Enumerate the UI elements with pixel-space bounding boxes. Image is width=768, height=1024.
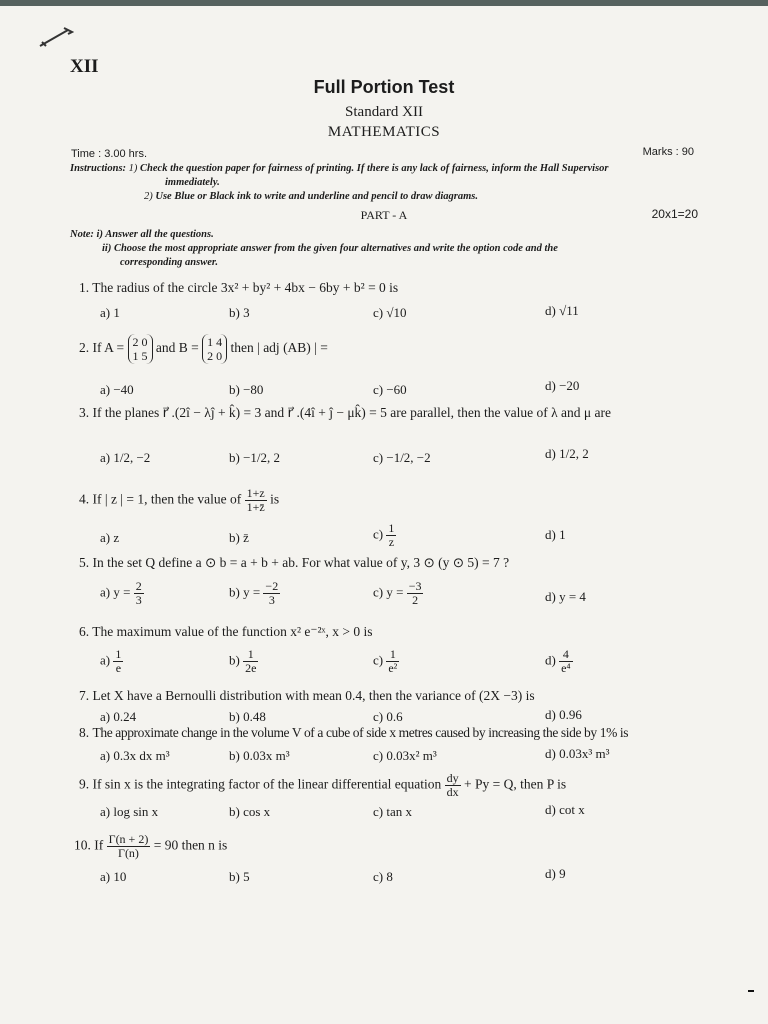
option-c: c) tan x bbox=[373, 804, 412, 819]
option-fraction bbox=[134, 580, 144, 607]
question-8 bbox=[79, 725, 628, 741]
fraction-denominator: e² bbox=[388, 661, 398, 675]
fraction bbox=[445, 772, 461, 799]
option-label: c) bbox=[373, 526, 384, 542]
option-d: d) 1 bbox=[545, 527, 566, 542]
question-tail: = 90 then n is bbox=[153, 837, 228, 853]
question-5 bbox=[79, 555, 509, 571]
note-item-1: i) Answer all the questions. bbox=[96, 229, 214, 240]
option-d: d) cot x bbox=[545, 802, 585, 817]
option-d: d) 0.03x³ m³ bbox=[545, 746, 610, 761]
option-label: d) bbox=[545, 652, 556, 668]
option-fraction bbox=[386, 648, 399, 675]
option-value: −1/2, −2 bbox=[386, 450, 431, 465]
option-b bbox=[229, 648, 258, 675]
question-7 bbox=[79, 688, 535, 704]
fraction-denominator: 2 bbox=[412, 593, 419, 607]
instruction-1-text: Check the question paper for fairness of printing. If there is any lack of fairness, inform the Hall Supervisor bbox=[140, 163, 609, 174]
option-fraction bbox=[559, 648, 573, 675]
question-number: 7. bbox=[79, 688, 90, 703]
option-label: c) bbox=[373, 450, 384, 465]
part-heading: PART - A bbox=[360, 208, 408, 222]
question-stem: The radius of the circle bbox=[92, 280, 218, 295]
option-b: b) 0.03x m³ bbox=[229, 748, 290, 763]
question-6 bbox=[79, 624, 372, 640]
option-label: b) bbox=[229, 652, 240, 668]
option-value: 1/2, −2 bbox=[113, 450, 151, 465]
note-block bbox=[70, 228, 558, 270]
page-title: Full Portion Test bbox=[313, 77, 455, 97]
option-d: d) 0.96 bbox=[545, 707, 582, 722]
option-fraction bbox=[263, 580, 280, 607]
option-b: b) 3 bbox=[229, 305, 250, 320]
question-3 bbox=[79, 405, 611, 421]
fraction-numerator: 1+z bbox=[246, 486, 265, 500]
matrix-a bbox=[128, 334, 153, 364]
page-top-edge bbox=[0, 0, 768, 6]
fraction-numerator: 4 bbox=[559, 648, 573, 662]
fraction-numerator: 2 bbox=[135, 579, 142, 593]
question-tail: then | adj (AB) | = bbox=[230, 340, 328, 356]
fraction-numerator: dy bbox=[446, 771, 459, 785]
option-c: c) 8 bbox=[373, 869, 393, 884]
question-stem: If A = bbox=[92, 340, 125, 356]
option-b: b) z̄ bbox=[229, 530, 249, 545]
question-tail: is bbox=[270, 491, 280, 507]
option-label: a) bbox=[100, 450, 111, 465]
fraction bbox=[107, 833, 151, 860]
option-fraction bbox=[113, 648, 123, 675]
fraction-denominator: Γ(n) bbox=[118, 846, 139, 860]
fraction-denominator: 3 bbox=[268, 593, 275, 607]
fraction-numerator: −2 bbox=[265, 579, 279, 593]
option-a: a) z bbox=[100, 530, 120, 545]
matrix-b-row-1: 1 4 bbox=[207, 335, 223, 349]
question-stem: In the set Q define a ⊙ b = a + b + ab. For what value of y, 3 ⊙ (y ⊙ 5) = 7 ? bbox=[92, 555, 510, 570]
question-stem: Let X have a Bernoulli distribution with mean 0.4, then the variance of (2X −3) is bbox=[92, 688, 535, 703]
option-c bbox=[373, 648, 399, 675]
option-label: c) y = bbox=[373, 584, 404, 600]
option-label: c) bbox=[373, 652, 384, 668]
option-a: a) 10 bbox=[100, 869, 127, 884]
option-b bbox=[229, 580, 280, 607]
option-label: a) bbox=[100, 652, 111, 668]
instruction-2-number: 2) bbox=[144, 191, 153, 202]
question-stem: The maximum value of the function x² e⁻²ˣ, x > 0 is bbox=[92, 624, 373, 639]
option-d: d) √11 bbox=[545, 303, 579, 318]
option-a bbox=[100, 648, 123, 675]
option-b bbox=[229, 450, 280, 466]
note-item-2-continuation: corresponding answer. bbox=[120, 257, 219, 268]
question-tail: are parallel, then the value of λ and μ are bbox=[390, 405, 611, 420]
matrix-a-row-1: 2 0 bbox=[132, 335, 148, 349]
fraction-denominator: z bbox=[388, 535, 395, 549]
question-stem: If the planes bbox=[92, 405, 160, 420]
option-a bbox=[100, 450, 150, 466]
option-b: b) 5 bbox=[229, 869, 250, 884]
fraction-denominator: 1+z̄ bbox=[246, 500, 265, 514]
fraction-denominator: dx bbox=[446, 785, 459, 799]
question-number: 9. bbox=[79, 776, 90, 792]
option-c: c) −60 bbox=[373, 382, 407, 397]
option-label: b) y = bbox=[229, 584, 261, 600]
question-4 bbox=[79, 487, 279, 514]
option-d: d) y = 4 bbox=[545, 589, 586, 604]
fraction-numerator: 1 bbox=[243, 648, 258, 662]
instruction-1-number: 1) bbox=[128, 163, 138, 174]
fraction-numerator: 1 bbox=[386, 648, 399, 662]
question-10 bbox=[74, 833, 227, 860]
fraction bbox=[245, 487, 267, 514]
marks-label: Marks : 90 bbox=[642, 146, 694, 158]
plane-1: r⃗ .(2î − λĵ + k̂) = 3 bbox=[162, 405, 262, 420]
question-number: 5. bbox=[79, 555, 90, 570]
option-d bbox=[545, 648, 573, 675]
matrix-a-row-2: 1 5 bbox=[132, 349, 148, 363]
option-a: a) 0.24 bbox=[100, 709, 137, 724]
question-stem: If bbox=[94, 837, 104, 853]
option-b: b) −80 bbox=[229, 382, 264, 397]
fraction-numerator: Γ(n + 2) bbox=[108, 832, 149, 846]
question-stem: The approximate change in the volume V of a cube of side x metres caused by increasing the side by 1% is bbox=[92, 725, 629, 740]
question-2 bbox=[79, 334, 328, 364]
question-connector: and bbox=[264, 405, 285, 420]
option-fraction bbox=[407, 580, 424, 607]
matrix-b-row-2: 2 0 bbox=[207, 349, 223, 363]
question-number: 3. bbox=[79, 405, 90, 420]
option-d: d) −20 bbox=[545, 378, 580, 393]
pencil-mark-icon bbox=[38, 26, 74, 48]
instructions-block bbox=[70, 162, 609, 204]
question-9 bbox=[79, 772, 566, 799]
option-c: c) 0.6 bbox=[373, 709, 403, 724]
option-d bbox=[545, 446, 589, 462]
question-number: 6. bbox=[79, 624, 90, 639]
standard-label: Standard XII bbox=[345, 104, 423, 120]
option-a: a) 1 bbox=[100, 305, 120, 320]
marks-scheme: 20x1=20 bbox=[651, 207, 698, 221]
option-label: a) y = bbox=[100, 584, 131, 600]
question-tail: + Py = Q, then P is bbox=[464, 776, 567, 792]
question-number: 1. bbox=[79, 280, 90, 295]
option-a bbox=[100, 580, 144, 607]
fraction-denominator: 2e bbox=[245, 661, 257, 675]
option-a: a) 0.3x dx m³ bbox=[100, 748, 170, 763]
question-number: 2. bbox=[79, 340, 90, 356]
instructions-label: Instructions: bbox=[70, 163, 127, 174]
subject-label: MATHEMATICS bbox=[327, 124, 441, 140]
option-fraction bbox=[243, 648, 258, 675]
fraction-numerator: 1 bbox=[115, 647, 122, 661]
instruction-2-text: Use Blue or Black ink to write and underline and pencil to draw diagrams. bbox=[155, 191, 478, 202]
matrix-b bbox=[202, 334, 227, 364]
option-a: a) −40 bbox=[100, 382, 134, 397]
instruction-1-continuation: immediately. bbox=[165, 177, 220, 188]
margin-mark bbox=[748, 990, 754, 992]
option-c: c) √10 bbox=[373, 305, 407, 320]
option-fraction bbox=[386, 522, 396, 549]
note-item-2: ii) Choose the most appropriate answer from the given four alternatives and write the option code and the bbox=[102, 243, 558, 254]
option-label: d) bbox=[545, 446, 556, 461]
fraction-denominator: 3 bbox=[135, 593, 142, 607]
question-expression: 3x² + by² + 4bx − 6by + b² = 0 is bbox=[220, 280, 399, 295]
option-a: a) log sin x bbox=[100, 804, 159, 819]
question-number: 4. bbox=[79, 491, 90, 507]
option-b: b) 0.48 bbox=[229, 709, 266, 724]
fraction-denominator: e⁴ bbox=[561, 661, 571, 675]
question-number: 8. bbox=[79, 725, 90, 740]
fraction-numerator: −3 bbox=[408, 579, 422, 593]
plane-2: r⃗ .(4î + ĵ − μk̂) = 5 bbox=[287, 405, 387, 420]
option-c bbox=[373, 450, 431, 466]
option-b: b) cos x bbox=[229, 804, 271, 819]
class-mark: XII bbox=[70, 56, 99, 77]
question-number: 10. bbox=[74, 837, 91, 853]
option-c bbox=[373, 580, 423, 607]
fraction-denominator: e bbox=[115, 661, 122, 675]
question-1 bbox=[79, 280, 398, 296]
question-stem: If sin x is the integrating factor of the linear differential equation bbox=[92, 776, 442, 792]
time-label: Time : 3.00 hrs. bbox=[71, 148, 148, 160]
option-label: b) bbox=[229, 450, 240, 465]
question-stem: If | z | = 1, then the value of bbox=[92, 491, 242, 507]
option-value: 1/2, 2 bbox=[559, 446, 589, 461]
question-connector: and B = bbox=[155, 340, 199, 356]
fraction-numerator: 1 bbox=[388, 521, 395, 535]
note-label: Note: bbox=[70, 229, 94, 240]
option-c: c) 0.03x² m³ bbox=[373, 748, 437, 763]
option-c bbox=[373, 522, 396, 549]
option-d: d) 9 bbox=[545, 866, 566, 881]
option-value: −1/2, 2 bbox=[243, 450, 281, 465]
